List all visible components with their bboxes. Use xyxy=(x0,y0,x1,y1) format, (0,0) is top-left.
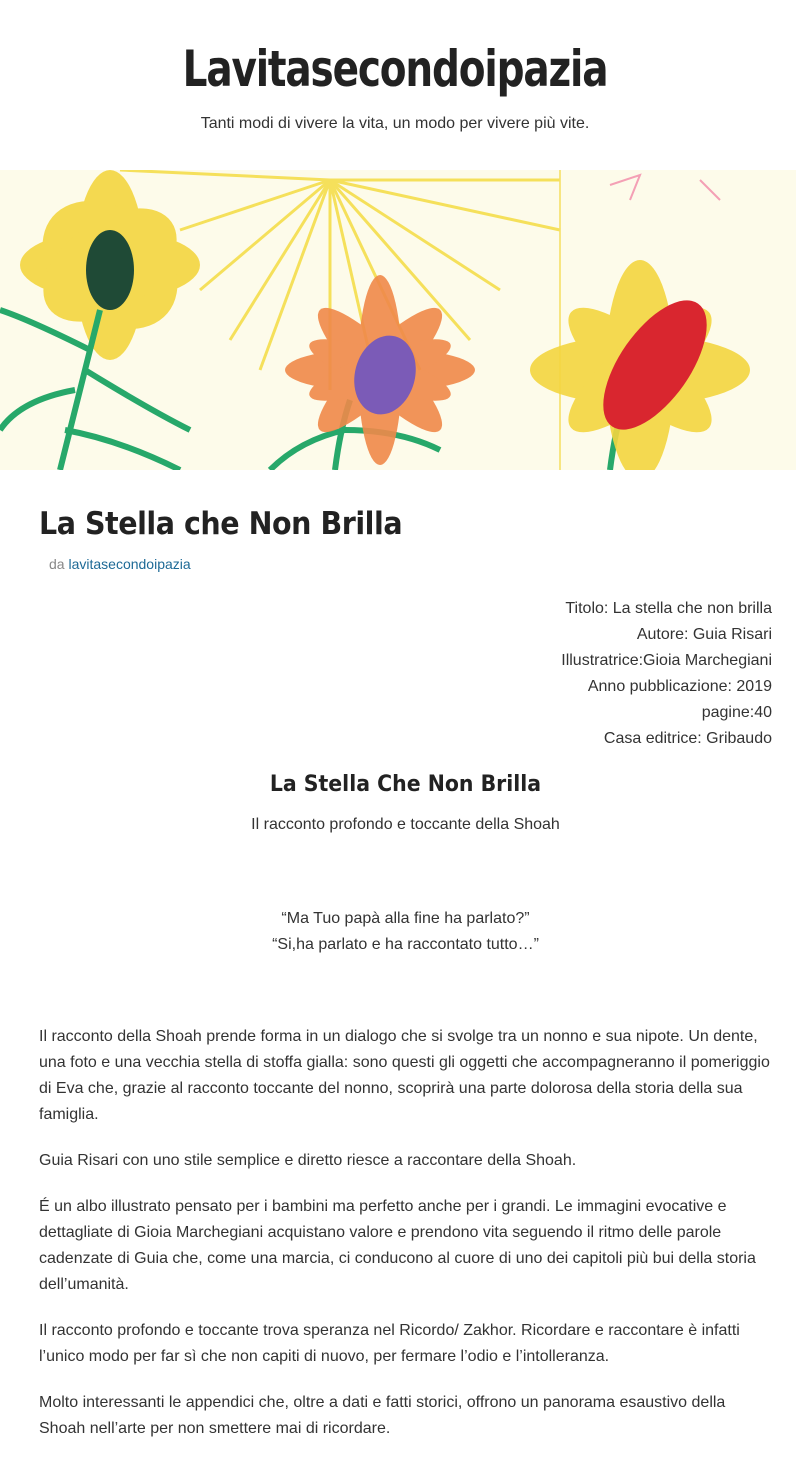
flower-drawing-image xyxy=(0,170,796,470)
meta-title: Titolo: La stella che non brilla xyxy=(565,600,772,617)
paragraph: Molto interessanti le appendici che, oltre a dati e fatti storici, offrono un panorama esaustivo della Shoah nell’arte per non smettere mai di ricordare. xyxy=(39,1394,726,1437)
byline-prefix: da xyxy=(49,556,65,572)
section-subtitle: Il racconto profondo e toccante della Shoah xyxy=(251,816,560,833)
author-link[interactable]: lavitasecondoipazia xyxy=(68,556,191,572)
section-title: La Stella Che Non Brilla xyxy=(269,772,542,797)
paragraph: Guia Risari con uno stile semplice e diretto riesce a raccontare della Shoah. xyxy=(39,1152,577,1169)
site-title-link[interactable]: Lavitasecondoipazia xyxy=(182,40,608,98)
paragraph: Il racconto profondo e toccante trova speranza nel Ricordo/ Zakhor. Ricordare e raccontare è infatti l’unico modo per far sì che non capiti di nuovo, per fermare l’odio e l’intolleranza. xyxy=(39,1322,740,1365)
quote-line: “Ma Tuo papà alla fine ha parlato?” xyxy=(281,910,530,927)
post-byline xyxy=(49,556,191,572)
site-tagline: Tanti modi di vivere la vita, un modo per vivere più vite. xyxy=(200,115,590,132)
meta-year: Anno pubblicazione: 2019 xyxy=(587,678,772,695)
header-image xyxy=(0,170,796,470)
paragraph: É un albo illustrato pensato per i bambini ma perfetto anche per i grandi. Le immagini evocative e dettagliate di Gioia Marchegiani acquistano valore e prendono vita seguendo il ritmo delle parole cadenzate di Guia che, come una marcia, ci conducono al cuore di uno dei capitoli più bui della storia dell’umanità. xyxy=(39,1198,756,1293)
meta-illustrator: Illustratrice:Gioia Marchegiani xyxy=(561,652,772,669)
post-title: La Stella che Non Brilla xyxy=(39,506,403,542)
post-body xyxy=(39,1024,772,1462)
book-metadata xyxy=(561,596,772,752)
quote-block xyxy=(39,906,772,958)
meta-author: Autore: Guia Risari xyxy=(636,626,772,643)
meta-pages: pagine:40 xyxy=(701,704,772,721)
quote-line: “Si,ha parlato e ha raccontato tutto…” xyxy=(272,936,539,953)
meta-publisher: Casa editrice: Gribaudo xyxy=(603,730,772,747)
site-header xyxy=(0,0,810,170)
paragraph: Il racconto della Shoah prende forma in un dialogo che si svolge tra un nonno e sua nipote. Un dente, una foto e una vecchia stella di stoffa gialla: sono questi gli oggetti che accompagneranno il pomeriggio di Eva che, grazie al racconto toccante del nonno, scoprirà una parte dolorosa della storia della sua famiglia. xyxy=(39,1028,770,1123)
